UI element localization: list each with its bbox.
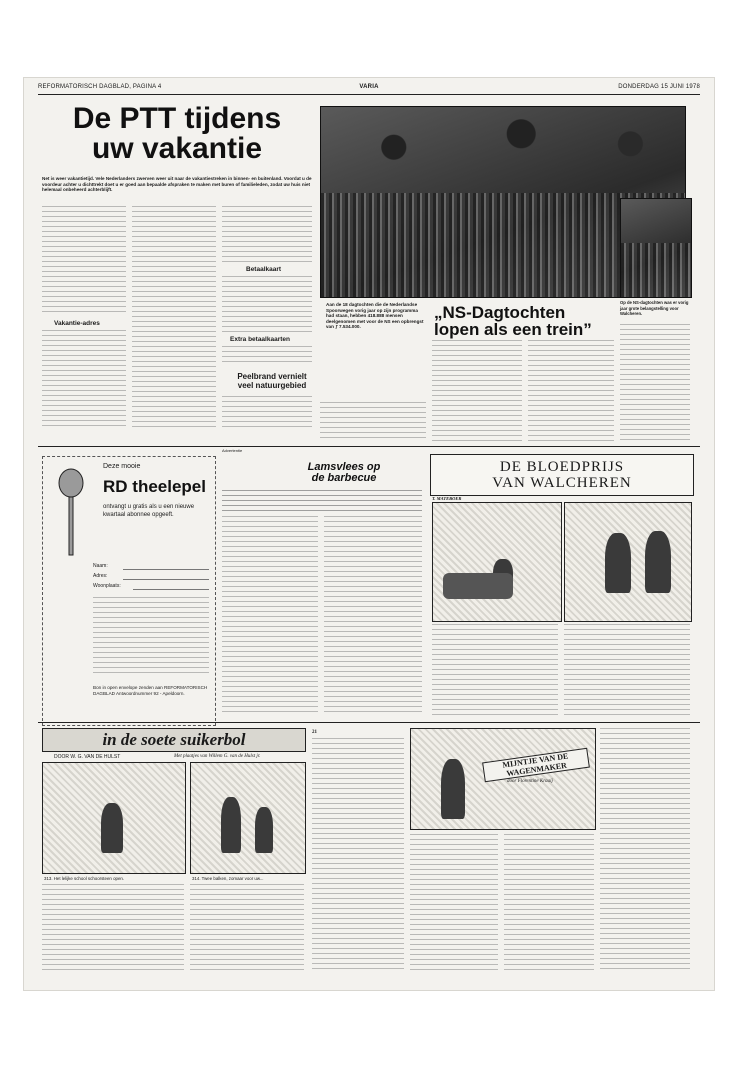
ad-form-options[interactable] [93,597,209,677]
ad-coupon[interactable] [42,456,216,726]
ad-intro: Deze mooie [103,463,141,470]
header-date: DONDERDAG 15 JUNI 1978 [618,84,700,90]
bloedprijs-column-1 [432,624,558,716]
ptt-column-3d [222,396,312,430]
ptt-column-3c [222,346,312,366]
ns-headline: „NS-Dagtochten lopen als een trein” [434,303,592,339]
ptt-column-3b [222,276,312,334]
suikerbol-caption-1: 313. Het lelijke school schoorsteen open. [44,876,125,881]
ns-column-2 [432,340,522,442]
bloedprijs-illustration-2 [564,502,692,622]
suikerbol-illustration-1 [42,762,186,874]
ad-field-adres-label: Adres: [93,573,108,579]
suikerbol-author: DOOR W. G. VAN DE HULST [54,754,121,760]
suikerbol-illustration-2 [190,762,306,874]
ns-side-caption: Op de NS-dagtochten was er vorig jaar grote belangstelling voor Walcheren. [620,300,689,317]
header-rule [38,94,700,95]
ad-label: Advertentie [222,448,243,453]
wagenmaker-column-4 [600,728,690,970]
ns-column-1 [320,402,426,442]
ad-footer: Bon in open envelope zenden aan REFORMATORISCH DAGBLAD Antwoordnummer 92 - Apeldoorn. [93,685,208,696]
ptt-column-1 [42,206,126,316]
wagenmaker-column-3 [504,834,594,970]
ad-field-naam-label: Naam: [93,563,108,569]
suikerbol-column-2 [190,884,304,970]
ptt-lead: Net is weer vakantietijd. Vele Nederlanders zwerven weer uit naar de vakantiestreken in binnen- en buitenland. Voordat u de voordeur achter u dichttrekt doet u er goed aan bepaalde afspraken te maken met buren of familieleden, zodat uw huis niet helemaal onbeheerd achterblijft. [42,176,312,193]
lamsvlees-headline-line1: Lamsvlees op [307,461,381,473]
ptt-headline [62,104,292,164]
ptt-headline-line2: uw vakantie [91,132,263,165]
ptt-headline-line1: De PTT tijdens [72,102,282,135]
lamsvlees-headline-line2: de barbecue [311,472,377,484]
ad-field-woonplaats-label: Woonplaats: [93,583,121,589]
suikerbol-subtitle: Met plaatjes van Willem G. van de Hulst jr. [174,754,261,759]
ad-field-woonplaats[interactable] [133,589,209,590]
ns-side-photo [620,198,692,298]
suikerbol-caption-2: 314. Twee balken, zomaar voor uw... [192,876,264,881]
ad-field-adres[interactable] [123,579,209,580]
newspaper-page [24,78,714,990]
ns-column-4 [620,324,690,442]
bloedprijs-illustration-1 [432,502,562,622]
header-section: VARIA [359,84,379,90]
bloedprijs-headline-line1: DE BLOEDPRIJS [499,459,625,475]
ptt-sub-betaalkaart: Betaalkaart [246,266,282,273]
header-paper-name: REFORMATORISCH DAGBLAD, PAGINA 4 [38,84,162,90]
wagenmaker-column-1 [312,738,404,970]
ptt-column-3 [222,206,312,264]
page-header [38,84,700,94]
ns-caption-box [320,300,426,400]
wagenmaker-author: door Florentine Kraaij [507,779,553,784]
ptt-sub-vakantie-adres: Vakantie-adres [54,320,100,327]
suikerbol-headline: in de soete suikerbol [102,730,246,749]
suikerbol-column-1 [42,884,184,970]
rule-middle [38,446,700,447]
bloedprijs-column-2 [564,624,690,716]
bloedprijs-title-box [430,454,694,496]
lamsvlees-headline [286,462,402,484]
ad-text: ontvangt u gratis als u een nieuwe kwartaal abonnee opgeeft. [103,504,195,518]
bloedprijs-headline-line2: VAN WALCHEREN [492,475,632,491]
rule-lower [38,722,700,723]
lamsvlees-lead [222,490,422,512]
ns-column-3 [528,340,614,442]
lamsvlees-column-1 [222,516,318,716]
ptt-column-1b [42,330,126,430]
ad-field-naam[interactable] [123,569,209,570]
ptt-column-2 [132,206,216,430]
teaspoon-icon [51,467,91,559]
ns-caption: Aan de 18 dagtochten die de Nederlandse Spoorwegen vorig jaar op zijn programma had staan, hebben 418.888 mensen deelgenomen met voor de NS een opbrengst van ƒ 7.534.000. [326,302,424,330]
wagenmaker-title: MIJNTJE VAN DE WAGENMAKER [482,748,590,783]
wagenmaker-column-2 [410,834,498,970]
ptt-sub-extra: Extra betaalkaarten [230,336,290,343]
wagenmaker-chapter: 21 [312,730,317,735]
ad-title: RD theelepel [103,477,206,496]
bloedprijs-headline [431,459,693,491]
bloedprijs-author: T. MATEBOER [432,496,462,501]
wagenmaker-illustration [410,728,596,830]
ptt-sub-peelbrand: Peelbrand vernielt veel natuurgebied [237,372,307,390]
suikerbol-title-box [42,728,306,752]
lamsvlees-column-2 [324,516,422,716]
